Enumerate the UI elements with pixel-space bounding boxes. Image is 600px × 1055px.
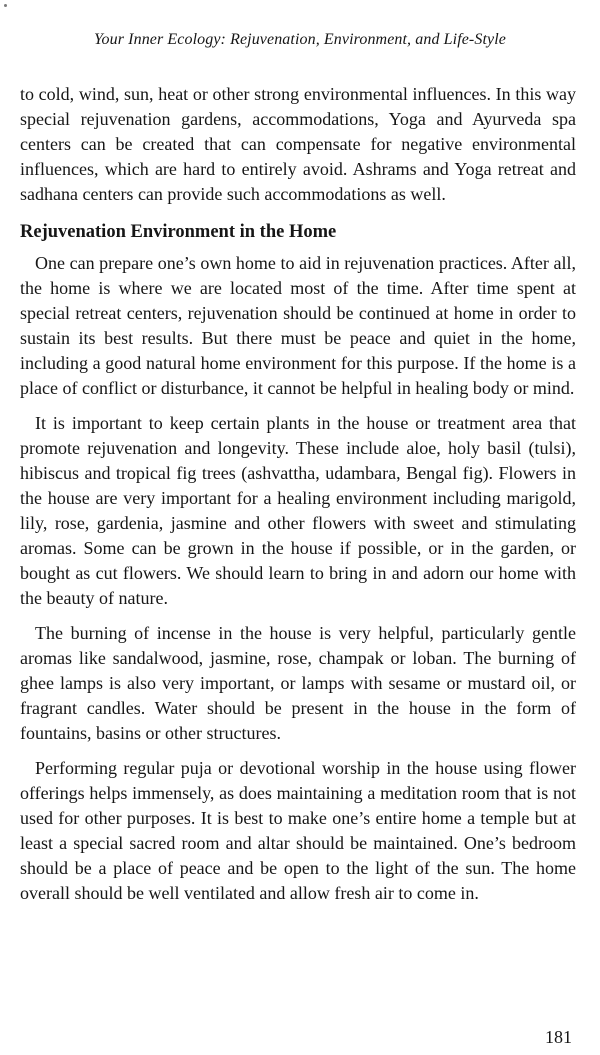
running-header: Your Inner Ecology: Rejuvenation, Environment, and Life-Style [94,31,506,48]
page-number: 181 [545,1027,572,1047]
paragraph-puja-worship: Performing regular puja or devotional worship in the house using flower offerings helps immensely, as does maintaining a meditation room that is not used for other purposes. It is best to make one’s entire home a temple but at least a special sacred room and altar should be maintained. One’s bedroom should be a place of peace and be open to the light of the sun. The home overall should be well ventilated and allow fresh air to come in. [20,758,576,903]
scan-speck [4,4,7,7]
paragraph-home-preparation: One can prepare one’s own home to aid in rejuvenation practices. After all, the home is where we are located most of the time. After time spent at special retreat centers, rejuvenation should be continued at home in order to sustain its best results. But there must be peace and quiet in the home, including a good natural home environment for this purpose. If the home is a place of conflict or disturbance, it cannot be helpful in healing body or mind. [20,253,576,398]
continued-paragraph: to cold, wind, sun, heat or other strong environmental influences. In this way special rejuvenation gardens, accommodations, Yoga and Ayurveda spa centers can be created that can compensate for negative environmental influences, which are hard to entirely avoid. Ashrams and Yoga retreat and sadhana centers can provide such accommodations as well. [20,84,576,204]
page-body [20,82,576,906]
section-heading: Rejuvenation Environment in the Home [20,222,337,242]
paragraph-plants-flowers: It is important to keep certain plants in the house or treatment area that promote rejuvenation and longevity. These include aloe, holy basil (tulsi), hibiscus and tropical fig trees (ashvattha, udambara, Bengal fig). Flowers in the house are very important for a healing environment including marigold, lily, rose, gardenia, jasmine and other flowers with sweet and stimulating aromas. Some can be grown in the house if possible, or in the garden, or bought as cut flowers. We should learn to bring in and adorn our home with the beauty of nature. [20,413,576,608]
paragraph-incense-lamps: The burning of incense in the house is very helpful, particularly gentle aromas like sandalwood, jasmine, rose, champak or loban. The burning of ghee lamps is also very important, or lamps with sesame or mustard oil, or fragrant candles. Water should be present in the house in the form of fountains, basins or other structures. [20,623,576,743]
